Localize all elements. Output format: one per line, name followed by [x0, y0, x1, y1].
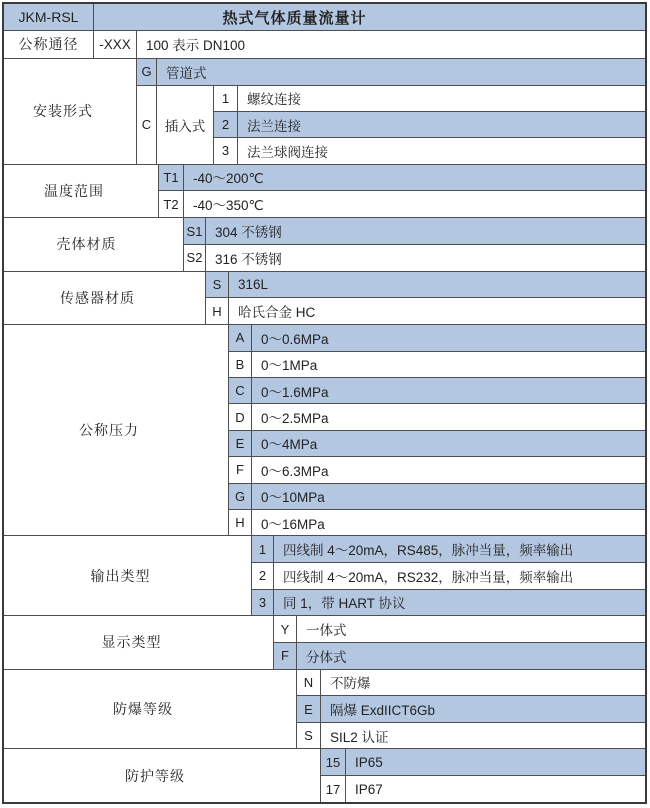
option-code: E	[229, 431, 252, 456]
section-label: 传感器材质	[4, 272, 206, 325]
option-value: 不防爆	[330, 676, 371, 692]
option-code: D	[229, 404, 252, 429]
option-row	[206, 272, 645, 299]
option-code: -XXX	[94, 31, 137, 57]
section-label: 公称通径	[4, 31, 94, 57]
option-code: E	[297, 696, 321, 722]
option-row	[321, 749, 645, 776]
option-value: 316L	[238, 277, 269, 293]
option-value: 316 不锈钢	[215, 251, 282, 267]
section-label: 防爆等级	[4, 670, 297, 749]
option-code: B	[229, 352, 252, 377]
option-value: IP67	[355, 781, 383, 797]
option-value: 0～2.5MPa	[261, 411, 329, 427]
option-code: S	[206, 272, 229, 298]
option-row	[229, 378, 645, 404]
option-code: 1	[214, 86, 238, 111]
option-value: 0～16MPa	[261, 516, 325, 532]
option-row	[321, 776, 645, 802]
option-value: 隔爆 ExdIICT6Gb	[330, 703, 436, 719]
option-code: S2	[184, 245, 206, 271]
option-code: T1	[159, 165, 184, 191]
option-code: 3	[252, 590, 274, 616]
option-code: 2	[214, 112, 238, 137]
option-value: 0～1.6MPa	[261, 384, 329, 400]
section-sensor	[4, 272, 645, 326]
option-code: S1	[184, 218, 206, 244]
option-value: 0～0.6MPa	[261, 331, 329, 347]
option-row	[184, 245, 645, 271]
option-row	[229, 484, 645, 510]
section-display	[4, 616, 645, 670]
option-code: Y	[274, 616, 297, 642]
option-code: 2	[252, 563, 274, 589]
option-value: 0～6.3MPa	[261, 463, 329, 479]
option-code: F	[229, 457, 252, 482]
option-code: 1	[252, 536, 274, 562]
option-code: G	[137, 59, 157, 85]
section-explosion	[4, 670, 645, 750]
option-row	[229, 510, 645, 535]
option-code: T2	[159, 191, 184, 217]
option-value: 法兰连接	[247, 118, 301, 134]
option-value: 0～10MPa	[261, 490, 325, 506]
option-code: 17	[321, 776, 346, 802]
section-label: 输出类型	[4, 536, 252, 615]
option-row	[297, 696, 645, 723]
option-value: 四线制 4～20mA，RS232，脉冲当量，频率输出	[283, 569, 574, 585]
insert-subsection	[137, 86, 645, 164]
section-label: 温度范围	[4, 165, 159, 218]
option-value: -40～200℃	[193, 171, 264, 187]
option-row	[214, 138, 645, 163]
option-row	[229, 457, 645, 483]
option-code: N	[297, 670, 321, 696]
option-row	[137, 59, 645, 86]
section-label: 防护等级	[4, 749, 321, 802]
option-value: 法兰球阀连接	[247, 144, 328, 160]
header-row	[4, 4, 645, 31]
option-code: F	[274, 643, 297, 669]
section-label: 壳体材质	[4, 218, 184, 271]
option-value: 四线制 4～20mA，RS485，脉冲当量，频率输出	[283, 543, 574, 559]
option-value: 同 1，带 HART 协议	[283, 596, 406, 612]
insert-label: 插入式	[157, 86, 214, 164]
option-row	[252, 563, 645, 590]
section-label: 安装形式	[4, 59, 137, 164]
option-row	[159, 191, 645, 217]
option-row	[206, 298, 645, 324]
option-value: 哈氏合金 HC	[238, 305, 316, 321]
option-value: SIL2 认证	[330, 729, 389, 745]
option-row	[252, 590, 645, 616]
option-code: A	[229, 325, 252, 350]
option-value: 一体式	[306, 623, 347, 638]
option-code: 15	[321, 749, 346, 775]
option-row	[252, 536, 645, 563]
option-code: S	[297, 723, 321, 749]
option-row	[229, 325, 645, 351]
option-row	[297, 670, 645, 697]
option-row	[229, 431, 645, 457]
model-selection-table	[2, 2, 647, 804]
option-value: 0～4MPa	[261, 437, 318, 453]
option-value: 管道式	[166, 65, 207, 81]
option-code: C	[137, 86, 157, 164]
option-row	[297, 723, 645, 749]
option-value: 螺纹连接	[247, 92, 301, 108]
option-value: -40～350℃	[193, 198, 264, 214]
section-label: 显示类型	[4, 616, 274, 669]
option-code: 3	[214, 138, 238, 163]
option-row	[229, 352, 645, 378]
section-install	[4, 59, 645, 165]
section-housing	[4, 218, 645, 272]
option-row	[229, 404, 645, 430]
option-row	[274, 616, 645, 643]
option-value: 304 不锈钢	[215, 225, 282, 240]
option-code: H	[229, 510, 252, 535]
section-output	[4, 536, 645, 616]
option-row	[214, 86, 645, 112]
section-nominal-diameter	[4, 31, 645, 58]
option-row	[184, 218, 645, 245]
option-code: H	[206, 298, 229, 324]
option-value: 0～1MPa	[261, 358, 318, 374]
option-row	[274, 643, 645, 669]
option-value: 100 表示 DN100	[146, 38, 246, 54]
option-code: C	[229, 378, 252, 403]
option-row	[159, 165, 645, 192]
option-code: G	[229, 484, 252, 509]
section-pressure	[4, 325, 645, 536]
option-value: IP65	[355, 754, 383, 770]
section-label: 公称压力	[4, 325, 229, 535]
model-code: JKM-RSL	[4, 4, 94, 30]
section-temperature	[4, 165, 645, 219]
section-protection	[4, 749, 645, 802]
option-value: 分体式	[306, 649, 347, 665]
option-row	[214, 112, 645, 138]
page-title: 热式气体质量流量计	[222, 9, 367, 27]
